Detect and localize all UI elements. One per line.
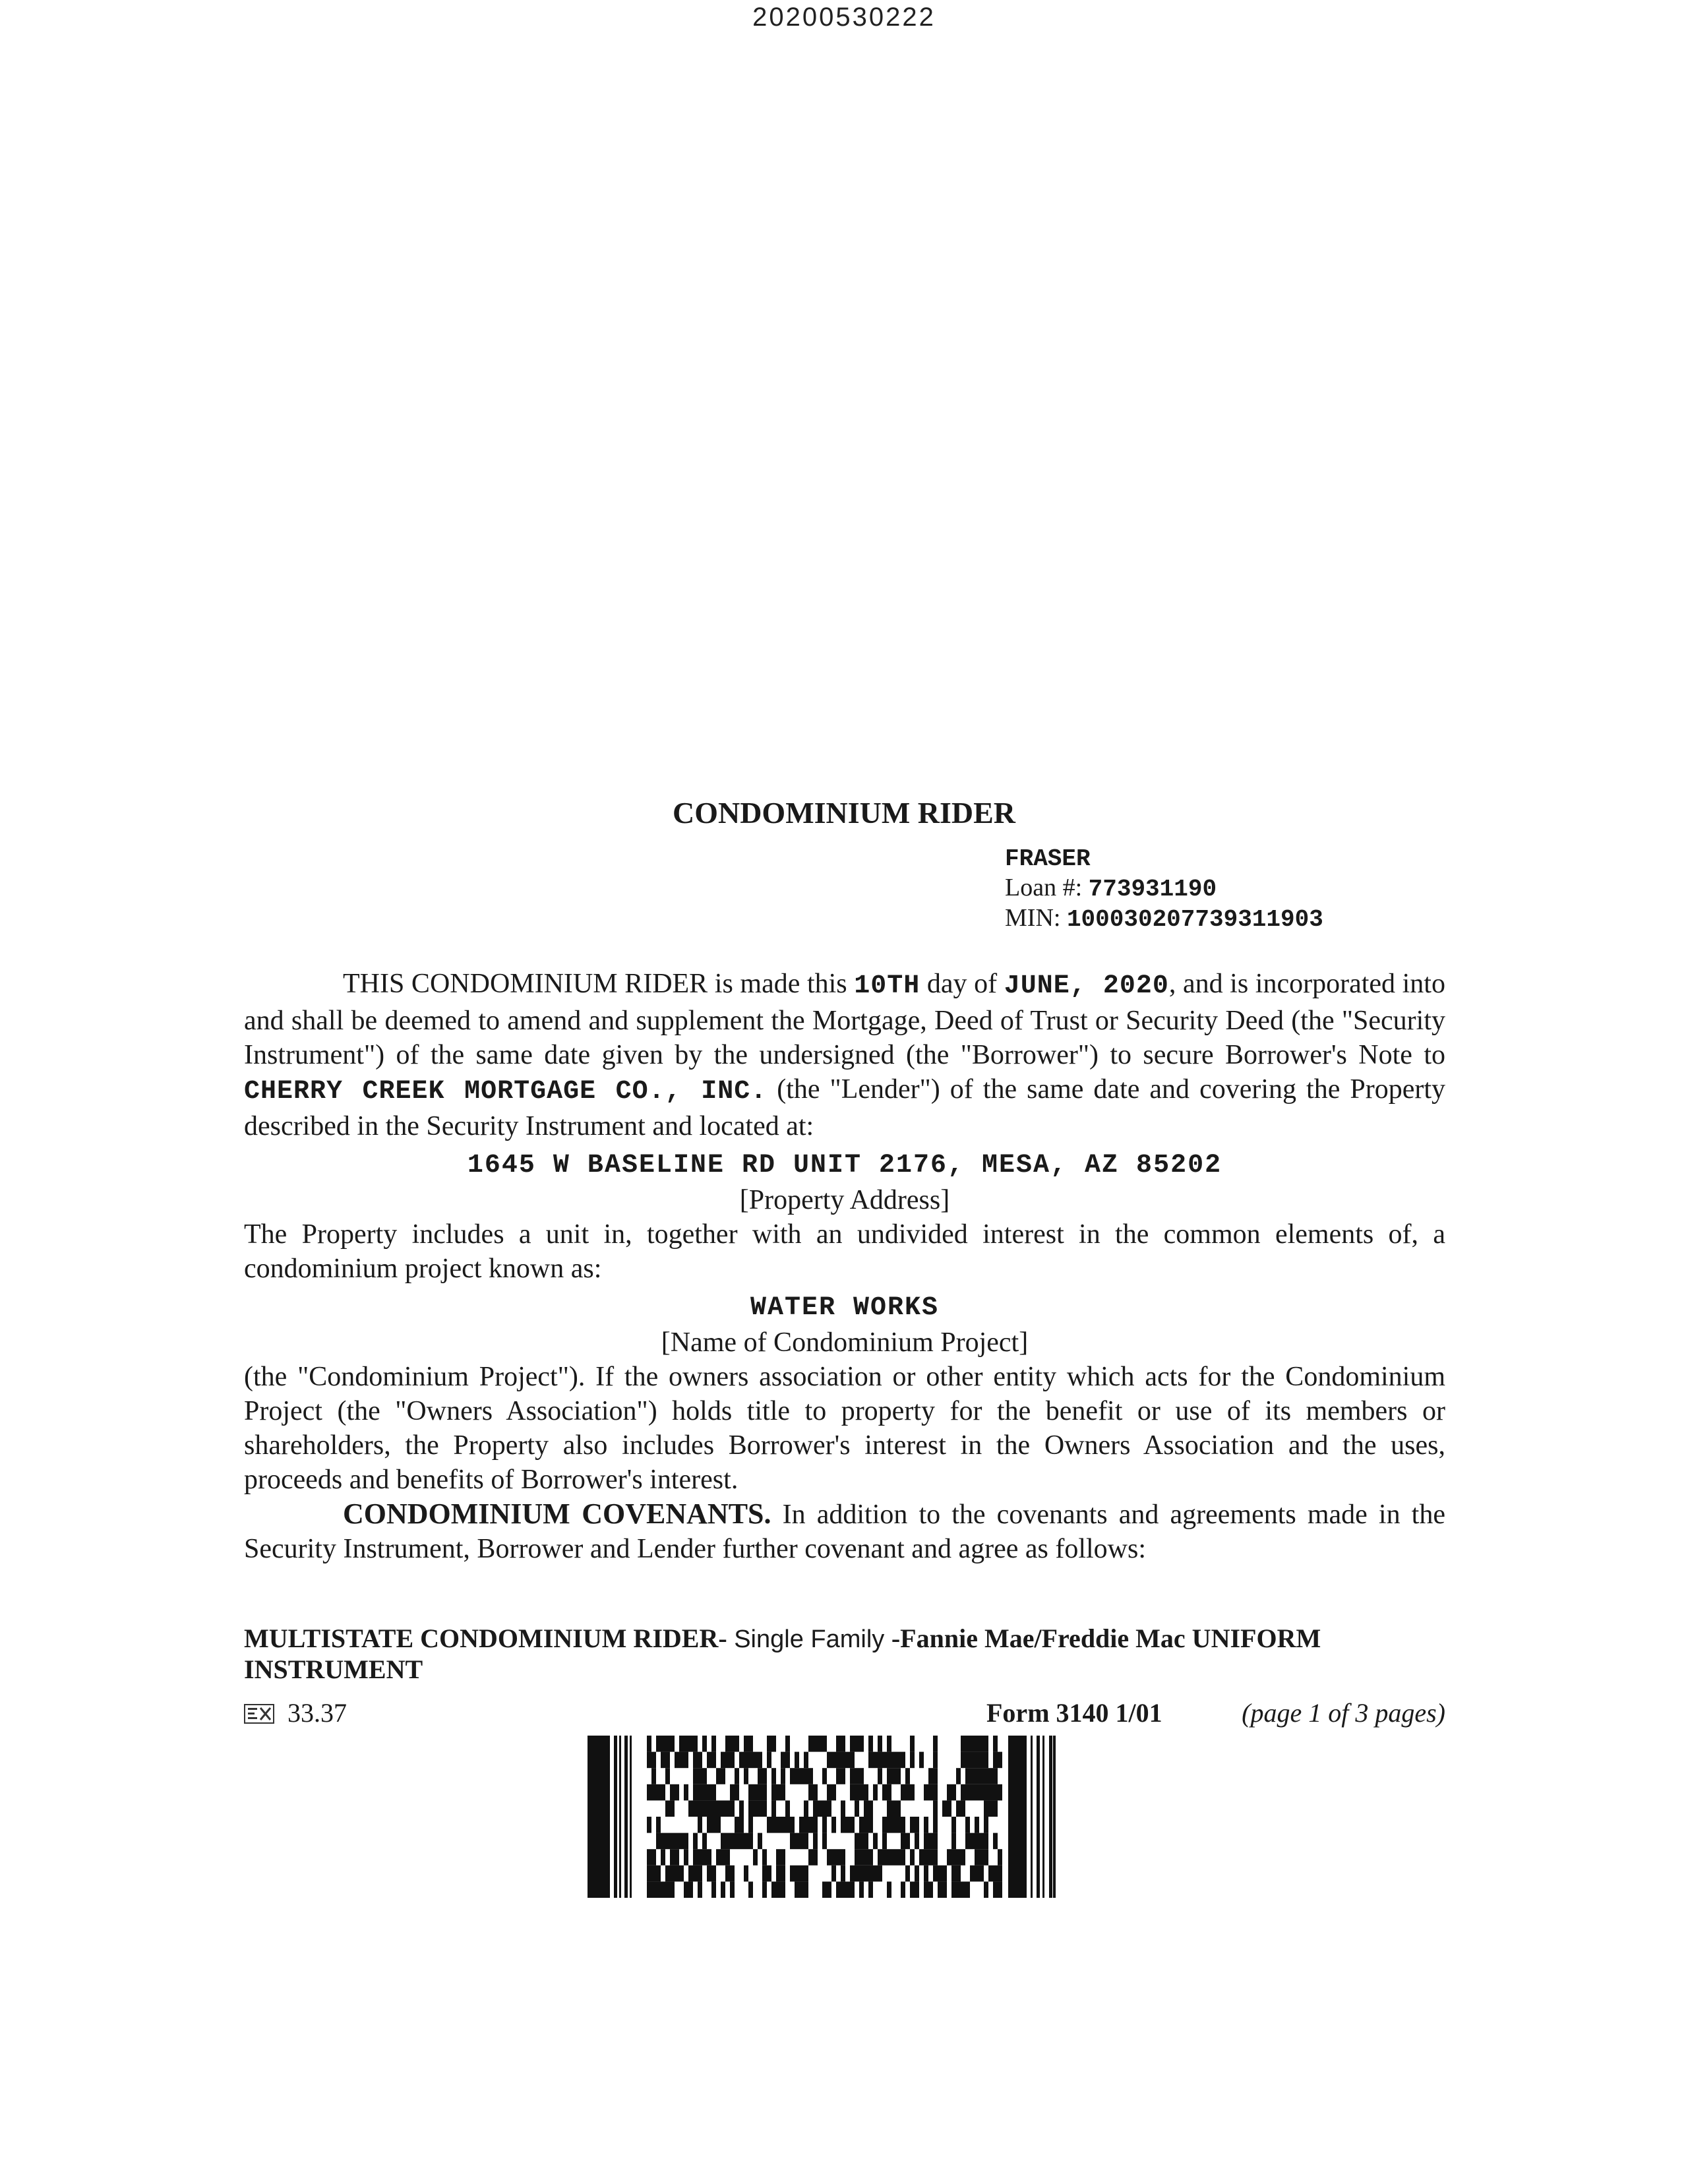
min-number-line [1005,902,1598,936]
property-address: 1645 W BASELINE RD UNIT 2176, MESA, AZ 85202 [467,1151,1222,1180]
owners-association-paragraph: (the "Condominium Project"). If the owners association or other entity which acts for the Condominium Project (the "Owners Association") holds title to property for the benefit or use of its members or shareholders, the Property also includes Borrower's interest in the Owners Association and the uses, proceeds and benefits of Borrower's interest. [244,1362,1445,1495]
form-code: 33.37 [287,1698,347,1728]
covenants-heading: CONDOMINIUM COVENANTS. [343,1498,771,1530]
form-footer [244,1697,1445,1730]
loan-number-label: Loan #: [1005,874,1083,901]
form-title: MULTISTATE CONDOMINIUM RIDER- Single Family -Fannie Mae/Freddie Mac UNIFORM INSTRUMENT [244,1623,1321,1684]
loan-number-line [1005,872,1598,905]
covenants-paragraph: CONDOMINIUM COVENANTS. In addition to the covenants and agreements made in the Security Instrument, Borrower and Lender further covenant and agree as follows: [244,1498,1445,1564]
form-vendor-icon [244,1704,274,1724]
condominium-project-name: WATER WORKS [750,1293,940,1323]
min-number-label: MIN: [1005,904,1061,932]
recording-number: 20200530222 [752,3,936,32]
condominium-project-caption: [Name of Condominium Project] [661,1327,1029,1358]
form-number: Form 3140 1/01 [986,1698,1162,1728]
min-number-value: 100030207739311903 [1066,906,1323,933]
loan-number-value: 773931190 [1088,876,1217,903]
opening-paragraph: THIS CONDOMINIUM RIDER is made this 10TH day of JUNE, 2020, and is incorporated into and shall be deemed to amend and supplement the Mortgage, Deed of Trust or Security Deed (the "Security Instrument") of the same date given by the undersigned (the "Borrower") to secure Borrower's Note to CHERRY CREEK MORTGAGE CO., INC. (the "Lender") of the same date and covering the Property described in the Security Instrument and located at: [244,969,1446,1141]
property-includes-paragraph: The Property includes a unit in, together with an undivided interest in the common elements of, a condominium project known as: [244,1219,1445,1284]
rider-month-year: JUNE, 2020 [1004,971,1169,1001]
borrower-name: FRASER [1005,845,1091,872]
rider-body [244,967,1445,1566]
rider-day: 10TH [854,971,920,1001]
page-indicator: (page 1 of 3 pages) [1242,1698,1445,1728]
property-address-caption: [Property Address] [739,1185,950,1215]
document-title: CONDOMINIUM RIDER [672,796,1016,830]
lender-name: CHERRY CREEK MORTGAGE CO., INC. [244,1077,768,1107]
pdf417-barcode-icon [588,1736,1102,1898]
